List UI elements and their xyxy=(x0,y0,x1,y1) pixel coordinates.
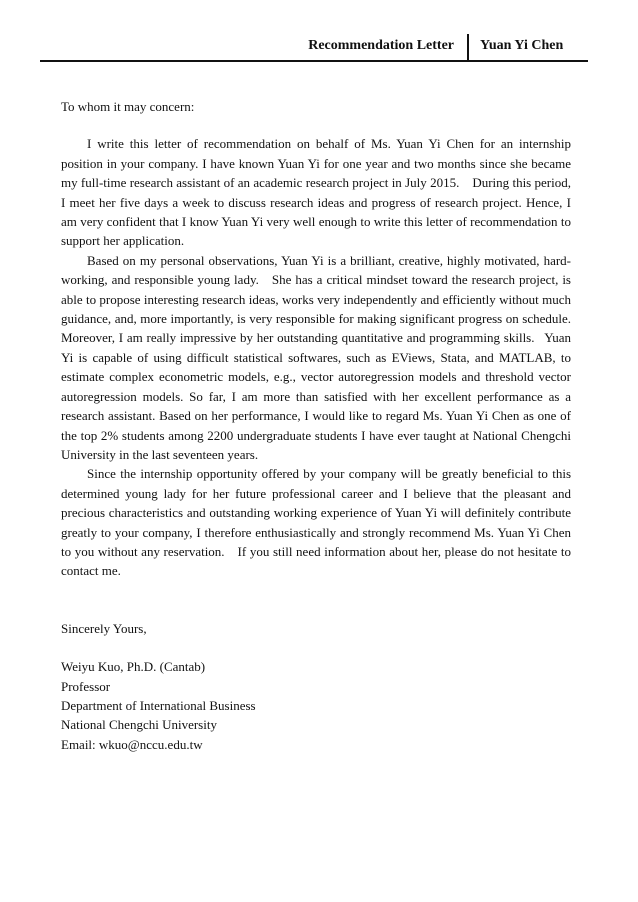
signature-email: Email: wkuo@nccu.edu.tw xyxy=(61,736,203,752)
header-rule xyxy=(40,60,588,62)
paragraph-observations: Based on my personal observations, Yuan Yi is a brilliant, creative, highly motivated, hard-working, and responsible young lady. She has a critical mindset toward the research project, is able to propose interesting research ideas, works very independently and efficiently without much guidance, and, more importantly, is very responsible for making significant progress on schedule. Moreover, I am really impressive by her outstanding quantitative and programming skills. Yuan Yi is capable of using difficult statistical softwares, such as EViews, Stata, and MATLAB, to estimate complex econometric models, e.g., vector autoregression models and threshold vector autoregression models. So far, I am more than satisfied with her excellent performance as a research assistant. Based on her performance, I would like to regard Ms. Yuan Yi Chen as one of the top 2% students among 2200 undergraduate students I have ever taught at National Chengchi University in the last seventeen years. xyxy=(61,252,571,462)
header-title: Recommendation Letter xyxy=(308,38,454,53)
signature-block xyxy=(61,657,571,754)
header-name: Yuan Yi Chen xyxy=(480,38,564,53)
letter-header xyxy=(40,34,588,62)
paragraph-recommendation: Since the internship opportunity offered by your company will be greatly beneficial to this determined young lady for her future professional career and I believe that the pleasant and precious characteristics and outstanding working experience of Yuan Yi will definitely contribute greatly to your company, I therefore enthusiastically and strongly recommend Ms. Yuan Yi Chen to you without any reservation. If you still need information about her, please do not hesitate to contact me. xyxy=(61,466,571,579)
closing: Sincerely Yours, xyxy=(61,620,147,636)
salutation: To whom it may concern: xyxy=(61,99,195,114)
signature-title: Professor xyxy=(61,678,111,694)
signature-university: National Chengchi University xyxy=(61,717,217,733)
signature-name: Weiyu Kuo, Ph.D. (Cantab) xyxy=(61,659,206,675)
header-divider xyxy=(467,34,469,62)
letter-body xyxy=(61,97,571,754)
signature-department: Department of International Business xyxy=(61,697,256,713)
paragraph-introduction: I write this letter of recommendation on behalf of Ms. Yuan Yi Chen for an internship position in your company. I have known Yuan Yi for one year and two months since she became my full-time research assistant of an academic research project in July 2015. During this period, I meet her five days a week to discuss research ideas and progress of research project. Hence, I am very confident that I know Yuan Yi very well enough to write this letter of recommendation to support her application. xyxy=(61,136,571,249)
